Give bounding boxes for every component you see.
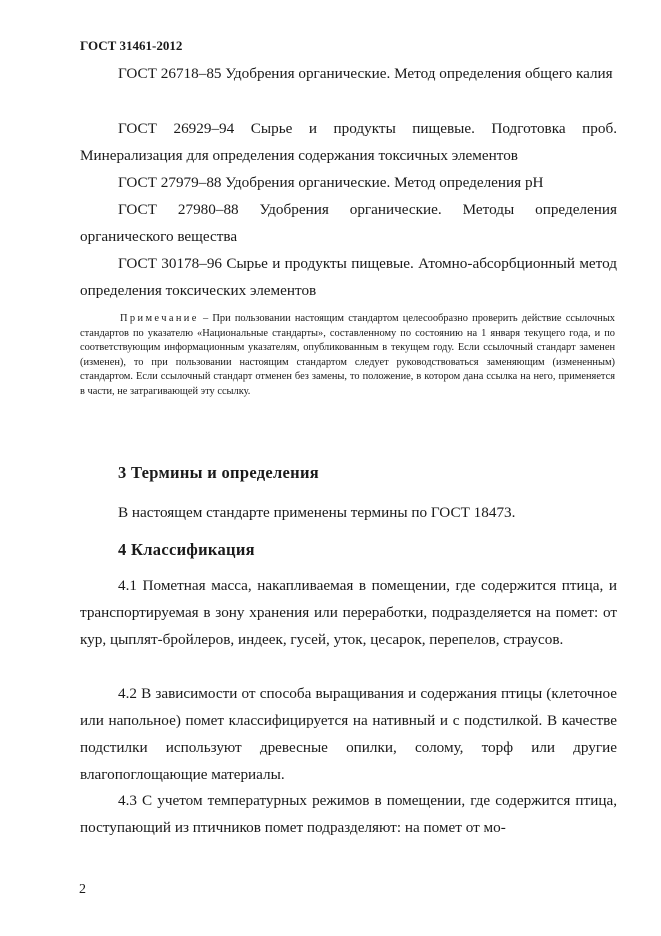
- clause-4-1: 4.1 Пометная масса, накапливаемая в помещении, где содержится птица, и транспортируемая в зону хранения или переработки, подразделяется на помет: от кур, цыплят-бройлеров, индеек, гусей, уток, цесарок, перепелов, страусов.: [80, 577, 617, 648]
- reference-gost-30178: ГОСТ 30178–96 Сырье и продукты пищевые. Атомно-абсорбционный метод определения токсических элементов: [80, 255, 617, 299]
- note-label: Примечание: [120, 313, 199, 324]
- clause-4-2: 4.2 В зависимости от способа выращивания и содержания птицы (клеточное или напольное) помет классифицируется на нативный и с подстилкой. В качестве подстилки используют древесные опилки, солому, торф или другие влагопоглощающие материалы.: [80, 685, 617, 783]
- note-block: [80, 312, 615, 400]
- reference-gost-27980: ГОСТ 27980–88 Удобрения органические. Методы определения органического вещества: [80, 201, 617, 245]
- reference-gost-26929: ГОСТ 26929–94 Сырье и продукты пищевые. Подготовка проб. Минерализация для определения содержания токсичных элементов: [80, 120, 617, 164]
- section-3-text: В настоящем стандарте применены термины по ГОСТ 18473.: [118, 504, 516, 521]
- page-number: 2: [79, 882, 86, 897]
- document-header-id: ГОСТ 31461-2012: [80, 38, 183, 53]
- clause-4-3: 4.3 С учетом температурных режимов в помещении, где содержится птица, поступающий из птичников помет подразделяют: на помет от мо-: [80, 792, 617, 836]
- note-text: – При пользовании настоящим стандартом целесообразно проверить действие ссылочных стандартов по указателю «Национальные стандарты», составленному по состоянию на 1 января текущего года, и по соответствующим информационным указателям, опубликованным в текущем году. Если ссылочный стандарт заменен (изменен), то при пользовании настоящим стандартом следует руководствоваться заменяющим (измененным) стандартом. Если ссылочный стандарт отменен без замены, то положение, в котором дана ссылка на него, применяется в части, не затрагивающей эту ссылку.: [80, 313, 615, 397]
- reference-gost-26718: ГОСТ 26718–85 Удобрения органические. Метод определения общего калия: [118, 65, 613, 82]
- reference-gost-27979: ГОСТ 27979–88 Удобрения органические. Метод определения рН: [118, 174, 544, 191]
- section-4-heading: 4 Классификация: [118, 540, 255, 559]
- section-3-heading: 3 Термины и определения: [118, 463, 320, 482]
